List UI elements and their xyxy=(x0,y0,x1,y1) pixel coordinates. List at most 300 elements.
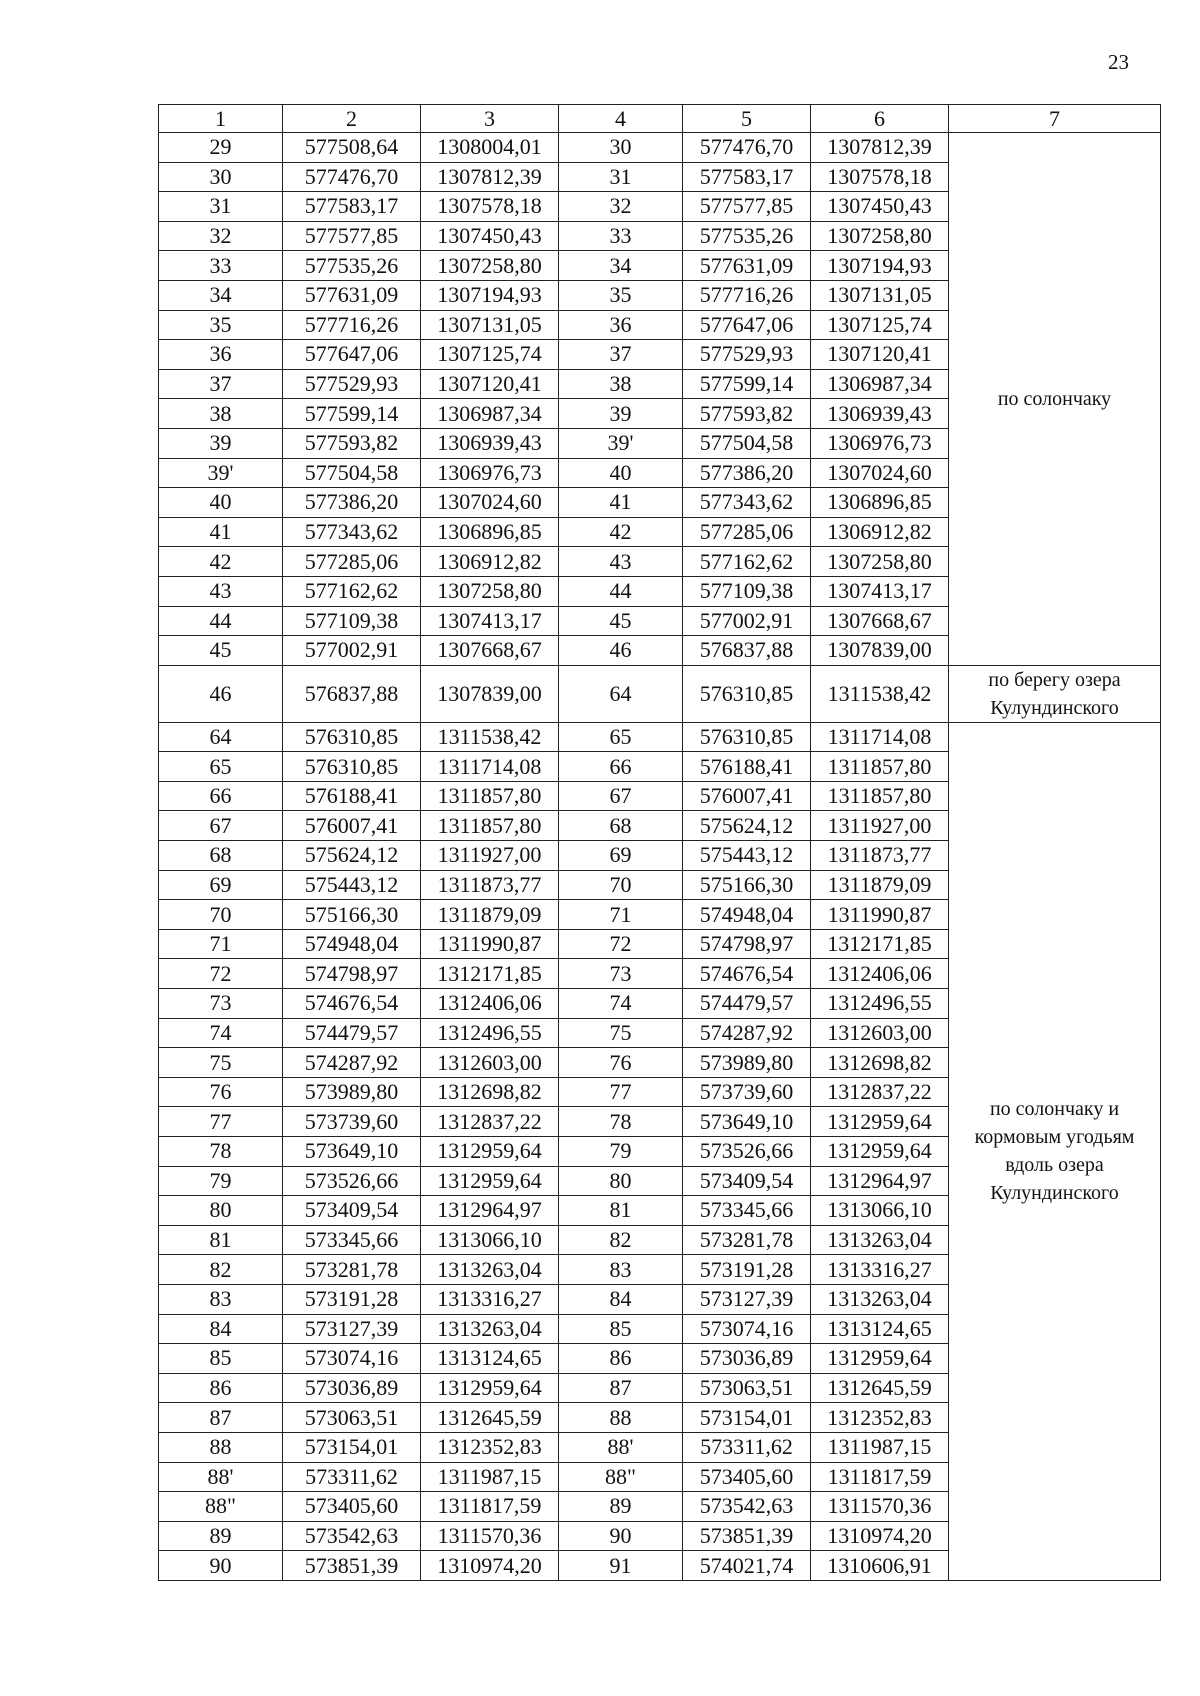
table-cell: 33 xyxy=(159,251,283,281)
table-cell: 1312496,55 xyxy=(421,1018,559,1048)
table-cell: 81 xyxy=(159,1225,283,1255)
table-cell: 84 xyxy=(559,1284,683,1314)
table-cell: 1310606,91 xyxy=(811,1551,949,1581)
table-cell: 66 xyxy=(559,752,683,782)
table-cell: 1311857,80 xyxy=(811,781,949,811)
table-cell: 88 xyxy=(559,1403,683,1433)
table-cell: 1312837,22 xyxy=(421,1107,559,1137)
table-cell: 81 xyxy=(559,1196,683,1226)
table-cell: 30 xyxy=(559,133,683,163)
table-cell: 1307120,41 xyxy=(811,340,949,370)
column-header: 2 xyxy=(283,105,421,133)
table-cell: 577002,91 xyxy=(283,636,421,666)
table-cell: 1306987,34 xyxy=(811,369,949,399)
table-cell: 1312603,00 xyxy=(811,1018,949,1048)
table-cell: 73 xyxy=(559,959,683,989)
table-cell: 44 xyxy=(559,576,683,606)
table-cell: 1311987,15 xyxy=(421,1462,559,1492)
table-cell: 573036,89 xyxy=(283,1373,421,1403)
table-cell: 573345,66 xyxy=(683,1196,811,1226)
column-header: 1 xyxy=(159,105,283,133)
column-header: 6 xyxy=(811,105,949,133)
table-cell: 1312964,97 xyxy=(421,1196,559,1226)
table-cell: 573989,80 xyxy=(683,1048,811,1078)
table-cell: 1312964,97 xyxy=(811,1166,949,1196)
table-cell: 573281,78 xyxy=(683,1225,811,1255)
table-cell: 79 xyxy=(559,1137,683,1167)
boundary-description-cell: по солончаку xyxy=(949,133,1161,666)
table-cell: 1311857,80 xyxy=(421,811,559,841)
table-cell: 577529,93 xyxy=(283,369,421,399)
table-cell: 577162,62 xyxy=(283,576,421,606)
table-cell: 576837,88 xyxy=(283,665,421,722)
table-cell: 1306912,82 xyxy=(421,547,559,577)
table-cell: 577593,82 xyxy=(283,428,421,458)
table-cell: 64 xyxy=(559,665,683,722)
table-cell: 76 xyxy=(159,1077,283,1107)
table-cell: 1313124,65 xyxy=(421,1344,559,1374)
table-cell: 577504,58 xyxy=(283,458,421,488)
table-cell: 1308004,01 xyxy=(421,133,559,163)
table-cell: 573526,66 xyxy=(683,1137,811,1167)
table-cell: 576007,41 xyxy=(283,811,421,841)
table-cell: 90 xyxy=(159,1551,283,1581)
table-cell: 573409,54 xyxy=(683,1166,811,1196)
table-cell: 1307413,17 xyxy=(811,576,949,606)
table-cell: 573405,60 xyxy=(683,1462,811,1492)
table-cell: 576310,85 xyxy=(683,665,811,722)
table-cell: 89 xyxy=(159,1521,283,1551)
table-cell: 576310,85 xyxy=(683,722,811,752)
table-row xyxy=(159,665,1161,722)
table-cell: 1306939,43 xyxy=(811,399,949,429)
table-cell: 575624,12 xyxy=(683,811,811,841)
table-cell: 88" xyxy=(159,1492,283,1522)
column-header: 4 xyxy=(559,105,683,133)
table-cell: 1311927,00 xyxy=(421,841,559,871)
table-cell: 41 xyxy=(559,488,683,518)
table-cell: 1313263,04 xyxy=(811,1284,949,1314)
table-cell: 32 xyxy=(159,221,283,251)
table-cell: 31 xyxy=(559,162,683,192)
table-cell: 573063,51 xyxy=(683,1373,811,1403)
table-cell: 69 xyxy=(159,870,283,900)
table-cell: 573074,16 xyxy=(283,1344,421,1374)
table-cell: 78 xyxy=(159,1137,283,1167)
table-cell: 574676,54 xyxy=(683,959,811,989)
table-cell: 577716,26 xyxy=(683,280,811,310)
table-cell: 78 xyxy=(559,1107,683,1137)
table-cell: 39 xyxy=(159,428,283,458)
table-cell: 88' xyxy=(159,1462,283,1492)
table-cell: 1311714,08 xyxy=(421,752,559,782)
table-cell: 575443,12 xyxy=(283,870,421,900)
table-cell: 1311990,87 xyxy=(811,900,949,930)
table-cell: 573542,63 xyxy=(683,1492,811,1522)
table-cell: 1311857,80 xyxy=(421,781,559,811)
table-cell: 44 xyxy=(159,606,283,636)
table-cell: 1307125,74 xyxy=(811,310,949,340)
table-cell: 79 xyxy=(159,1166,283,1196)
table-cell: 577386,20 xyxy=(283,488,421,518)
table-cell: 577386,20 xyxy=(683,458,811,488)
boundary-description-cell: по солончаку и кормовым угодьям вдоль озера Кулундинского xyxy=(949,722,1161,1580)
table-cell: 1312698,82 xyxy=(811,1048,949,1078)
table-cell: 1311714,08 xyxy=(811,722,949,752)
table-cell: 1313316,27 xyxy=(421,1284,559,1314)
table-cell: 573311,62 xyxy=(283,1462,421,1492)
table-cell: 30 xyxy=(159,162,283,192)
table-cell: 1313066,10 xyxy=(421,1225,559,1255)
table-cell: 576310,85 xyxy=(283,752,421,782)
table-cell: 67 xyxy=(559,781,683,811)
table-row xyxy=(159,133,1161,163)
table-cell: 82 xyxy=(159,1255,283,1285)
table-cell: 1313316,27 xyxy=(811,1255,949,1285)
table-cell: 1307839,00 xyxy=(421,665,559,722)
table-cell: 1312352,83 xyxy=(811,1403,949,1433)
table-cell: 46 xyxy=(159,665,283,722)
table-cell: 577577,85 xyxy=(683,192,811,222)
table-cell: 39 xyxy=(559,399,683,429)
table-cell: 577599,14 xyxy=(683,369,811,399)
table-cell: 577476,70 xyxy=(683,133,811,163)
coordinates-table-container xyxy=(158,104,1160,1581)
table-cell: 38 xyxy=(159,399,283,429)
table-cell: 83 xyxy=(159,1284,283,1314)
table-cell: 1307131,05 xyxy=(811,280,949,310)
table-cell: 573405,60 xyxy=(283,1492,421,1522)
table-cell: 577162,62 xyxy=(683,547,811,577)
table-cell: 573036,89 xyxy=(683,1344,811,1374)
table-cell: 1306987,34 xyxy=(421,399,559,429)
table-cell: 1307258,80 xyxy=(811,547,949,577)
table-cell: 37 xyxy=(159,369,283,399)
table-cell: 574948,04 xyxy=(283,929,421,959)
table-cell: 1311873,77 xyxy=(421,870,559,900)
table-cell: 576188,41 xyxy=(283,781,421,811)
table-cell: 1311927,00 xyxy=(811,811,949,841)
table-cell: 80 xyxy=(159,1196,283,1226)
table-cell: 577631,09 xyxy=(683,251,811,281)
table-cell: 573649,10 xyxy=(683,1107,811,1137)
table-cell: 39' xyxy=(159,458,283,488)
table-cell: 46 xyxy=(559,636,683,666)
table-cell: 1312171,85 xyxy=(421,959,559,989)
table-cell: 91 xyxy=(559,1551,683,1581)
table-cell: 70 xyxy=(159,900,283,930)
table-cell: 89 xyxy=(559,1492,683,1522)
table-cell: 574021,74 xyxy=(683,1551,811,1581)
column-header: 5 xyxy=(683,105,811,133)
table-cell: 1311879,09 xyxy=(421,900,559,930)
table-cell: 574798,97 xyxy=(283,959,421,989)
table-cell: 34 xyxy=(559,251,683,281)
table-cell: 1307812,39 xyxy=(421,162,559,192)
table-cell: 1313124,65 xyxy=(811,1314,949,1344)
table-cell: 33 xyxy=(559,221,683,251)
table-cell: 75 xyxy=(559,1018,683,1048)
table-cell: 1306912,82 xyxy=(811,517,949,547)
table-cell: 77 xyxy=(159,1107,283,1137)
table-cell: 577002,91 xyxy=(683,606,811,636)
table-cell: 35 xyxy=(159,310,283,340)
table-cell: 82 xyxy=(559,1225,683,1255)
table-cell: 577285,06 xyxy=(683,517,811,547)
table-cell: 1307194,93 xyxy=(421,280,559,310)
table-cell: 83 xyxy=(559,1255,683,1285)
table-cell: 34 xyxy=(159,280,283,310)
table-cell: 1307668,67 xyxy=(811,606,949,636)
table-cell: 77 xyxy=(559,1077,683,1107)
table-cell: 577583,17 xyxy=(683,162,811,192)
table-cell: 573063,51 xyxy=(283,1403,421,1433)
table-cell: 65 xyxy=(559,722,683,752)
table-cell: 1312496,55 xyxy=(811,989,949,1019)
table-cell: 577343,62 xyxy=(683,488,811,518)
table-cell: 573409,54 xyxy=(283,1196,421,1226)
table-cell: 74 xyxy=(159,1018,283,1048)
table-cell: 72 xyxy=(559,929,683,959)
table-cell: 85 xyxy=(559,1314,683,1344)
table-cell: 577647,06 xyxy=(683,310,811,340)
table-cell: 1310974,20 xyxy=(421,1551,559,1581)
table-cell: 1313263,04 xyxy=(421,1314,559,1344)
table-cell: 573074,16 xyxy=(683,1314,811,1344)
table-cell: 575166,30 xyxy=(683,870,811,900)
table-cell: 1307024,60 xyxy=(421,488,559,518)
table-cell: 65 xyxy=(159,752,283,782)
table-cell: 90 xyxy=(559,1521,683,1551)
table-cell: 45 xyxy=(559,606,683,636)
table-cell: 577535,26 xyxy=(683,221,811,251)
table-cell: 1313066,10 xyxy=(811,1196,949,1226)
table-cell: 1307120,41 xyxy=(421,369,559,399)
table-cell: 577529,93 xyxy=(683,340,811,370)
table-cell: 573526,66 xyxy=(283,1166,421,1196)
table-cell: 69 xyxy=(559,841,683,871)
table-cell: 1310974,20 xyxy=(811,1521,949,1551)
table-cell: 1312698,82 xyxy=(421,1077,559,1107)
table-cell: 64 xyxy=(159,722,283,752)
table-cell: 1312352,83 xyxy=(421,1432,559,1462)
table-cell: 1307812,39 xyxy=(811,133,949,163)
table-cell: 88' xyxy=(559,1432,683,1462)
table-cell: 1313263,04 xyxy=(421,1255,559,1285)
table-cell: 31 xyxy=(159,192,283,222)
table-cell: 1312171,85 xyxy=(811,929,949,959)
table-cell: 1307024,60 xyxy=(811,458,949,488)
table-cell: 70 xyxy=(559,870,683,900)
table-cell: 1306896,85 xyxy=(421,517,559,547)
table-cell: 574287,92 xyxy=(283,1048,421,1078)
table-cell: 1307258,80 xyxy=(421,576,559,606)
column-header: 3 xyxy=(421,105,559,133)
table-cell: 573281,78 xyxy=(283,1255,421,1285)
table-header-row xyxy=(159,105,1161,133)
table-cell: 577476,70 xyxy=(283,162,421,192)
table-cell: 1307668,67 xyxy=(421,636,559,666)
table-cell: 1311817,59 xyxy=(421,1492,559,1522)
page-number: 23 xyxy=(1108,50,1129,74)
table-cell: 1313263,04 xyxy=(811,1225,949,1255)
table-cell: 32 xyxy=(559,192,683,222)
table-cell: 85 xyxy=(159,1344,283,1374)
table-cell: 45 xyxy=(159,636,283,666)
table-cell: 577109,38 xyxy=(283,606,421,636)
table-cell: 574287,92 xyxy=(683,1018,811,1048)
table-cell: 72 xyxy=(159,959,283,989)
table-cell: 86 xyxy=(559,1344,683,1374)
table-cell: 40 xyxy=(159,488,283,518)
table-cell: 74 xyxy=(559,989,683,1019)
table-cell: 40 xyxy=(559,458,683,488)
table-cell: 573851,39 xyxy=(683,1521,811,1551)
table-cell: 576188,41 xyxy=(683,752,811,782)
table-cell: 1306939,43 xyxy=(421,428,559,458)
table-cell: 577343,62 xyxy=(283,517,421,547)
table-cell: 1311570,36 xyxy=(421,1521,559,1551)
table-cell: 1307194,93 xyxy=(811,251,949,281)
table-cell: 88" xyxy=(559,1462,683,1492)
table-cell: 576310,85 xyxy=(283,722,421,752)
table-cell: 573154,01 xyxy=(683,1403,811,1433)
coordinates-table xyxy=(158,104,1161,1581)
table-cell: 36 xyxy=(159,340,283,370)
table-cell: 1311570,36 xyxy=(811,1492,949,1522)
table-cell: 1312959,64 xyxy=(811,1107,949,1137)
table-cell: 75 xyxy=(159,1048,283,1078)
table-cell: 1312959,64 xyxy=(421,1137,559,1167)
table-cell: 42 xyxy=(559,517,683,547)
table-cell: 1312645,59 xyxy=(811,1373,949,1403)
boundary-description-cell: по берегу озера Кулундинского xyxy=(949,665,1161,722)
table-cell: 88 xyxy=(159,1432,283,1462)
table-cell: 573649,10 xyxy=(283,1137,421,1167)
table-cell: 573542,63 xyxy=(283,1521,421,1551)
table-cell: 71 xyxy=(559,900,683,930)
table-cell: 574479,57 xyxy=(283,1018,421,1048)
table-cell: 575443,12 xyxy=(683,841,811,871)
table-cell: 87 xyxy=(159,1403,283,1433)
table-cell: 1307125,74 xyxy=(421,340,559,370)
table-cell: 80 xyxy=(559,1166,683,1196)
table-cell: 573739,60 xyxy=(683,1077,811,1107)
table-cell: 573739,60 xyxy=(283,1107,421,1137)
table-row xyxy=(159,722,1161,752)
table-cell: 577285,06 xyxy=(283,547,421,577)
table-cell: 577535,26 xyxy=(283,251,421,281)
table-cell: 42 xyxy=(159,547,283,577)
table-cell: 68 xyxy=(159,841,283,871)
table-cell: 41 xyxy=(159,517,283,547)
table-cell: 573127,39 xyxy=(283,1314,421,1344)
table-cell: 1312645,59 xyxy=(421,1403,559,1433)
table-cell: 1307258,80 xyxy=(811,221,949,251)
table-cell: 574948,04 xyxy=(683,900,811,930)
table-cell: 37 xyxy=(559,340,683,370)
table-cell: 1312837,22 xyxy=(811,1077,949,1107)
table-cell: 84 xyxy=(159,1314,283,1344)
table-cell: 87 xyxy=(559,1373,683,1403)
table-cell: 1307450,43 xyxy=(421,221,559,251)
table-cell: 1311879,09 xyxy=(811,870,949,900)
table-cell: 1306976,73 xyxy=(421,458,559,488)
table-cell: 1311817,59 xyxy=(811,1462,949,1492)
table-cell: 66 xyxy=(159,781,283,811)
table-cell: 1311538,42 xyxy=(811,665,949,722)
table-cell: 576837,88 xyxy=(683,636,811,666)
table-cell: 574479,57 xyxy=(683,989,811,1019)
table-cell: 43 xyxy=(159,576,283,606)
table-cell: 1307450,43 xyxy=(811,192,949,222)
table-cell: 573851,39 xyxy=(283,1551,421,1581)
table-cell: 1306896,85 xyxy=(811,488,949,518)
table-cell: 36 xyxy=(559,310,683,340)
table-cell: 577109,38 xyxy=(683,576,811,606)
table-cell: 1307578,18 xyxy=(811,162,949,192)
table-cell: 1312603,00 xyxy=(421,1048,559,1078)
table-cell: 1311538,42 xyxy=(421,722,559,752)
table-cell: 577504,58 xyxy=(683,428,811,458)
table-cell: 573154,01 xyxy=(283,1432,421,1462)
table-cell: 1307258,80 xyxy=(421,251,559,281)
table-cell: 573191,28 xyxy=(683,1255,811,1285)
table-cell: 577577,85 xyxy=(283,221,421,251)
table-cell: 1312959,64 xyxy=(811,1344,949,1374)
table-cell: 577631,09 xyxy=(283,280,421,310)
table-cell: 573345,66 xyxy=(283,1225,421,1255)
table-cell: 68 xyxy=(559,811,683,841)
table-cell: 574676,54 xyxy=(283,989,421,1019)
table-cell: 575166,30 xyxy=(283,900,421,930)
table-cell: 76 xyxy=(559,1048,683,1078)
table-cell: 39' xyxy=(559,428,683,458)
table-cell: 1307413,17 xyxy=(421,606,559,636)
table-cell: 1311990,87 xyxy=(421,929,559,959)
table-cell: 1311987,15 xyxy=(811,1432,949,1462)
table-cell: 1312406,06 xyxy=(421,989,559,1019)
table-cell: 1311857,80 xyxy=(811,752,949,782)
table-cell: 573191,28 xyxy=(283,1284,421,1314)
table-cell: 1312406,06 xyxy=(811,959,949,989)
table-cell: 577716,26 xyxy=(283,310,421,340)
table-cell: 1307131,05 xyxy=(421,310,559,340)
table-cell: 577647,06 xyxy=(283,340,421,370)
table-cell: 38 xyxy=(559,369,683,399)
table-cell: 577593,82 xyxy=(683,399,811,429)
table-cell: 1307578,18 xyxy=(421,192,559,222)
table-cell: 73 xyxy=(159,989,283,1019)
table-cell: 577508,64 xyxy=(283,133,421,163)
table-cell: 1306976,73 xyxy=(811,428,949,458)
column-header: 7 xyxy=(949,105,1161,133)
table-cell: 576007,41 xyxy=(683,781,811,811)
table-cell: 43 xyxy=(559,547,683,577)
table-cell: 573127,39 xyxy=(683,1284,811,1314)
table-cell: 573989,80 xyxy=(283,1077,421,1107)
table-cell: 1312959,64 xyxy=(421,1373,559,1403)
table-cell: 86 xyxy=(159,1373,283,1403)
table-cell: 573311,62 xyxy=(683,1432,811,1462)
table-cell: 575624,12 xyxy=(283,841,421,871)
table-cell: 67 xyxy=(159,811,283,841)
table-cell: 577599,14 xyxy=(283,399,421,429)
table-cell: 1311873,77 xyxy=(811,841,949,871)
table-cell: 1312959,64 xyxy=(421,1166,559,1196)
table-cell: 35 xyxy=(559,280,683,310)
table-cell: 71 xyxy=(159,929,283,959)
